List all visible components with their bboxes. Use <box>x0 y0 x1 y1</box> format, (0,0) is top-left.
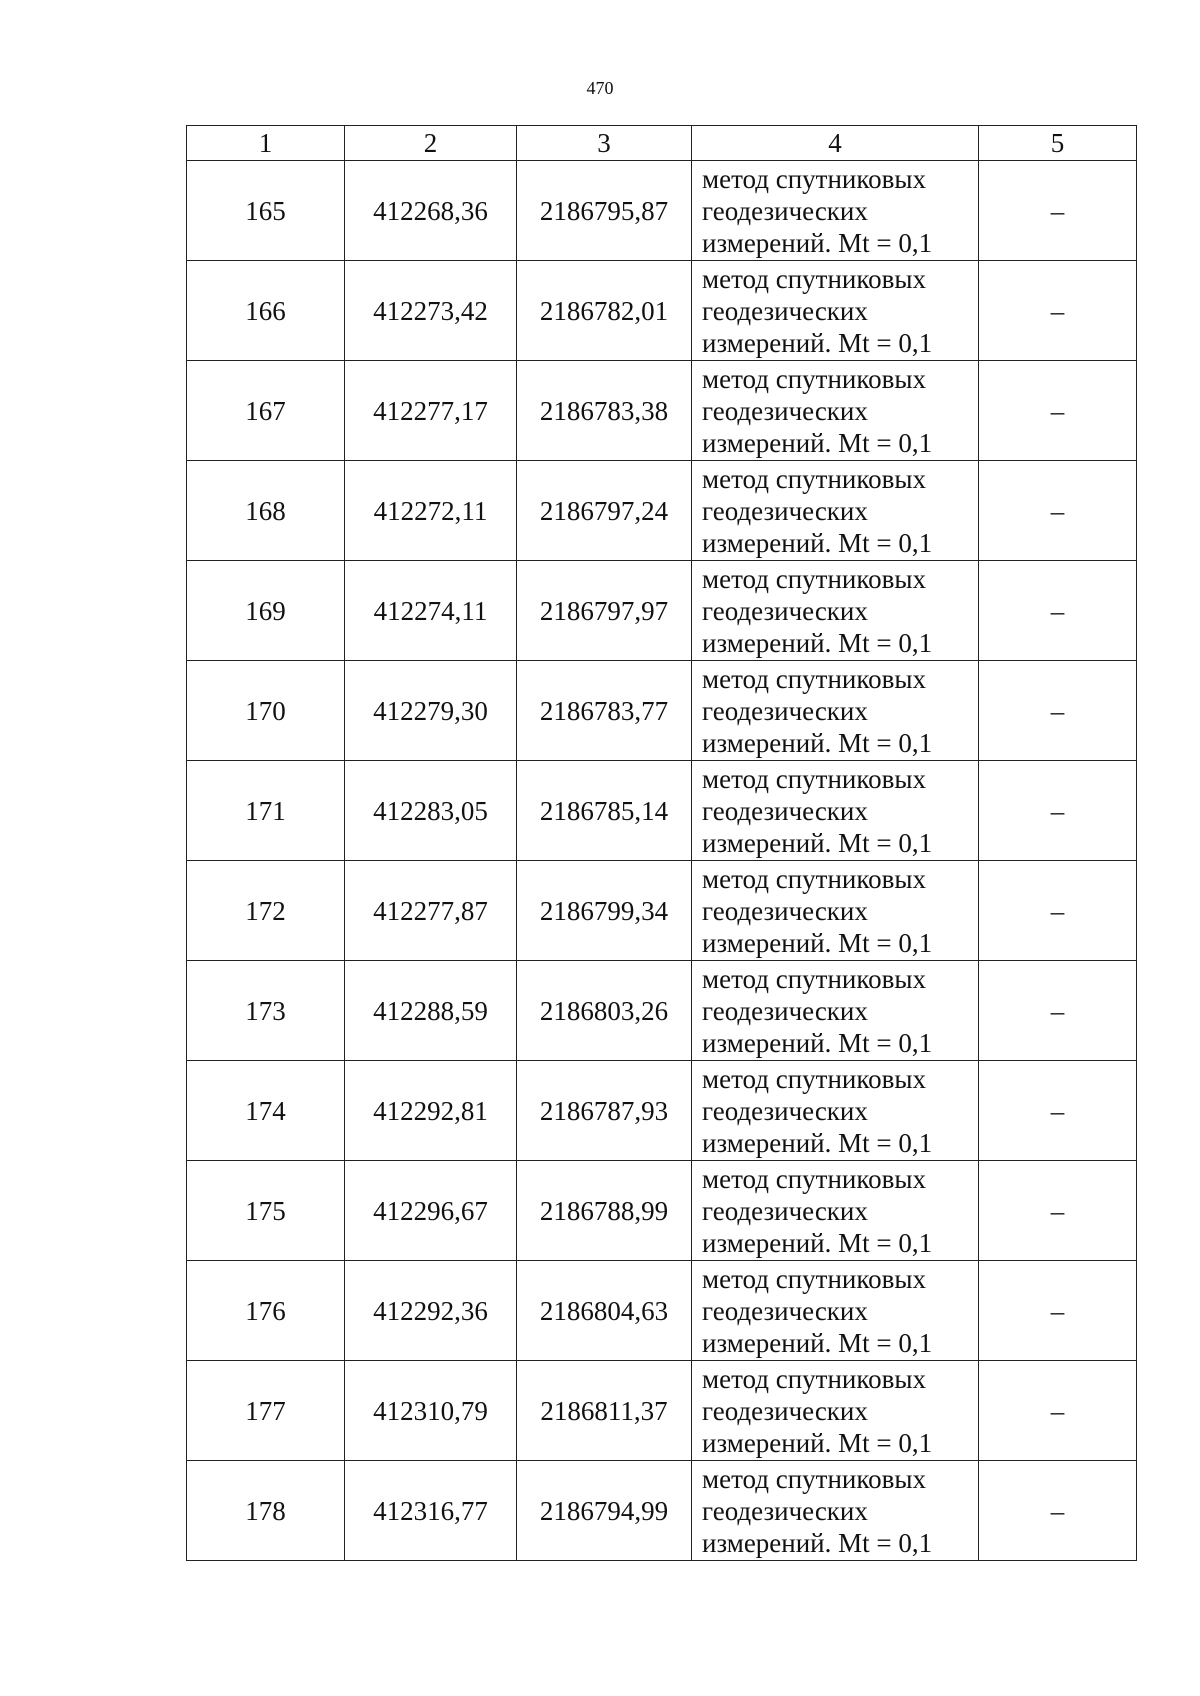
note-cell: – <box>979 861 1137 961</box>
point-number-cell: 171 <box>187 761 345 861</box>
y-coordinate-cell: 2186783,38 <box>517 361 692 461</box>
point-number-cell: 168 <box>187 461 345 561</box>
table-row <box>187 1161 1137 1261</box>
note-cell: – <box>979 1261 1137 1361</box>
method-text-line: метод спутниковых <box>702 563 926 594</box>
note-cell: – <box>979 361 1137 461</box>
point-number-cell: 172 <box>187 861 345 961</box>
y-coordinate-cell: 2186795,87 <box>517 161 692 261</box>
method-cell <box>692 261 979 361</box>
method-cell <box>692 861 979 961</box>
x-coordinate-cell: 412273,42 <box>345 261 517 361</box>
note-cell: – <box>979 961 1137 1061</box>
y-coordinate-cell: 2186787,93 <box>517 1061 692 1161</box>
method-cell <box>692 961 979 1061</box>
x-coordinate-cell: 412296,67 <box>345 1161 517 1261</box>
method-text-line: метод спутниковых <box>702 1363 926 1394</box>
method-text-line: метод спутниковых <box>702 763 926 794</box>
note-cell: – <box>979 461 1137 561</box>
table-row <box>187 361 1137 461</box>
page-number: 470 <box>586 78 614 98</box>
method-text-line: измерений. Mt = 0,1 <box>702 927 933 958</box>
y-coordinate-cell: 2186783,77 <box>517 661 692 761</box>
point-number-cell: 170 <box>187 661 345 761</box>
table-row <box>187 261 1137 361</box>
x-coordinate-cell: 412279,30 <box>345 661 517 761</box>
method-cell <box>692 761 979 861</box>
method-text-line: метод спутниковых <box>702 1063 926 1094</box>
y-coordinate-cell: 2186799,34 <box>517 861 692 961</box>
point-number-cell: 167 <box>187 361 345 461</box>
x-coordinate-cell: 412310,79 <box>345 1361 517 1461</box>
table-row <box>187 1461 1137 1561</box>
method-text-line: геодезических <box>702 1295 868 1326</box>
method-text-line: геодезических <box>702 895 868 926</box>
y-coordinate-cell: 2186803,26 <box>517 961 692 1061</box>
table-body <box>187 161 1137 1561</box>
method-text-line: измерений. Mt = 0,1 <box>702 627 933 658</box>
method-cell <box>692 1161 979 1261</box>
note-cell: – <box>979 1461 1137 1561</box>
method-text-line: измерений. Mt = 0,1 <box>702 1227 933 1258</box>
method-text-line: метод спутниковых <box>702 363 926 394</box>
method-text-line: измерений. Mt = 0,1 <box>702 1027 933 1058</box>
table-row <box>187 1361 1137 1461</box>
method-text-line: метод спутниковых <box>702 163 926 194</box>
method-text-line: геодезических <box>702 995 868 1026</box>
table-row <box>187 661 1137 761</box>
method-text-line: геодезических <box>702 1495 868 1526</box>
column-header-5: 5 <box>979 126 1137 161</box>
point-number-cell: 176 <box>187 1261 345 1361</box>
method-cell <box>692 1061 979 1161</box>
method-text-line: измерений. Mt = 0,1 <box>702 427 933 458</box>
method-text-line: геодезических <box>702 595 868 626</box>
method-text-line: измерений. Mt = 0,1 <box>702 1427 933 1458</box>
method-cell <box>692 561 979 661</box>
point-number-cell: 175 <box>187 1161 345 1261</box>
x-coordinate-cell: 412288,59 <box>345 961 517 1061</box>
method-text-line: метод спутниковых <box>702 863 926 894</box>
method-text-line: геодезических <box>702 795 868 826</box>
note-cell: – <box>979 1361 1137 1461</box>
note-cell: – <box>979 1061 1137 1161</box>
method-text-line: геодезических <box>702 695 868 726</box>
method-text-line: метод спутниковых <box>702 263 926 294</box>
table-row <box>187 1261 1137 1361</box>
x-coordinate-cell: 412292,81 <box>345 1061 517 1161</box>
point-number-cell: 173 <box>187 961 345 1061</box>
method-text-line: измерений. Mt = 0,1 <box>702 327 933 358</box>
y-coordinate-cell: 2186797,24 <box>517 461 692 561</box>
table-row <box>187 561 1137 661</box>
y-coordinate-cell: 2186804,63 <box>517 1261 692 1361</box>
point-number-cell: 177 <box>187 1361 345 1461</box>
x-coordinate-cell: 412272,11 <box>345 461 517 561</box>
method-cell <box>692 361 979 461</box>
method-text-line: измерений. Mt = 0,1 <box>702 1527 933 1558</box>
method-cell <box>692 661 979 761</box>
method-text-line: метод спутниковых <box>702 1163 926 1194</box>
method-text-line: измерений. Mt = 0,1 <box>702 727 933 758</box>
note-cell: – <box>979 161 1137 261</box>
method-text-line: измерений. Mt = 0,1 <box>702 1127 933 1158</box>
point-number-cell: 165 <box>187 161 345 261</box>
x-coordinate-cell: 412292,36 <box>345 1261 517 1361</box>
x-coordinate-cell: 412283,05 <box>345 761 517 861</box>
point-number-cell: 166 <box>187 261 345 361</box>
table-row <box>187 761 1137 861</box>
y-coordinate-cell: 2186782,01 <box>517 261 692 361</box>
method-text-line: измерений. Mt = 0,1 <box>702 1327 933 1358</box>
method-cell <box>692 1361 979 1461</box>
method-text-line: геодезических <box>702 1095 868 1126</box>
y-coordinate-cell: 2186788,99 <box>517 1161 692 1261</box>
table-row <box>187 861 1137 961</box>
method-text-line: геодезических <box>702 495 868 526</box>
column-header-1: 1 <box>187 126 345 161</box>
method-text-line: метод спутниковых <box>702 463 926 494</box>
note-cell: – <box>979 561 1137 661</box>
method-text-line: метод спутниковых <box>702 663 926 694</box>
method-cell <box>692 461 979 561</box>
note-cell: – <box>979 761 1137 861</box>
x-coordinate-cell: 412268,36 <box>345 161 517 261</box>
y-coordinate-cell: 2186797,97 <box>517 561 692 661</box>
point-number-cell: 178 <box>187 1461 345 1561</box>
column-header-3: 3 <box>517 126 692 161</box>
column-header-4: 4 <box>692 126 979 161</box>
table-row <box>187 461 1137 561</box>
y-coordinate-cell: 2186794,99 <box>517 1461 692 1561</box>
table-header-row <box>187 126 1137 161</box>
table-row <box>187 161 1137 261</box>
point-number-cell: 169 <box>187 561 345 661</box>
method-cell <box>692 1261 979 1361</box>
x-coordinate-cell: 412274,11 <box>345 561 517 661</box>
method-text-line: геодезических <box>702 295 868 326</box>
method-text-line: геодезических <box>702 1195 868 1226</box>
method-text-line: метод спутниковых <box>702 963 926 994</box>
method-cell <box>692 161 979 261</box>
note-cell: – <box>979 661 1137 761</box>
method-text-line: геодезических <box>702 195 868 226</box>
method-text-line: измерений. Mt = 0,1 <box>702 527 933 558</box>
method-cell <box>692 1461 979 1561</box>
method-text-line: геодезических <box>702 395 868 426</box>
x-coordinate-cell: 412316,77 <box>345 1461 517 1561</box>
table-row <box>187 1061 1137 1161</box>
method-text-line: геодезических <box>702 1395 868 1426</box>
method-text-line: метод спутниковых <box>702 1463 926 1494</box>
method-text-line: измерений. Mt = 0,1 <box>702 827 933 858</box>
y-coordinate-cell: 2186811,37 <box>517 1361 692 1461</box>
coordinates-table <box>186 125 1137 1561</box>
method-text-line: измерений. Mt = 0,1 <box>702 227 933 258</box>
column-header-2: 2 <box>345 126 517 161</box>
table-row <box>187 961 1137 1061</box>
x-coordinate-cell: 412277,17 <box>345 361 517 461</box>
note-cell: – <box>979 1161 1137 1261</box>
note-cell: – <box>979 261 1137 361</box>
point-number-cell: 174 <box>187 1061 345 1161</box>
x-coordinate-cell: 412277,87 <box>345 861 517 961</box>
y-coordinate-cell: 2186785,14 <box>517 761 692 861</box>
method-text-line: метод спутниковых <box>702 1263 926 1294</box>
